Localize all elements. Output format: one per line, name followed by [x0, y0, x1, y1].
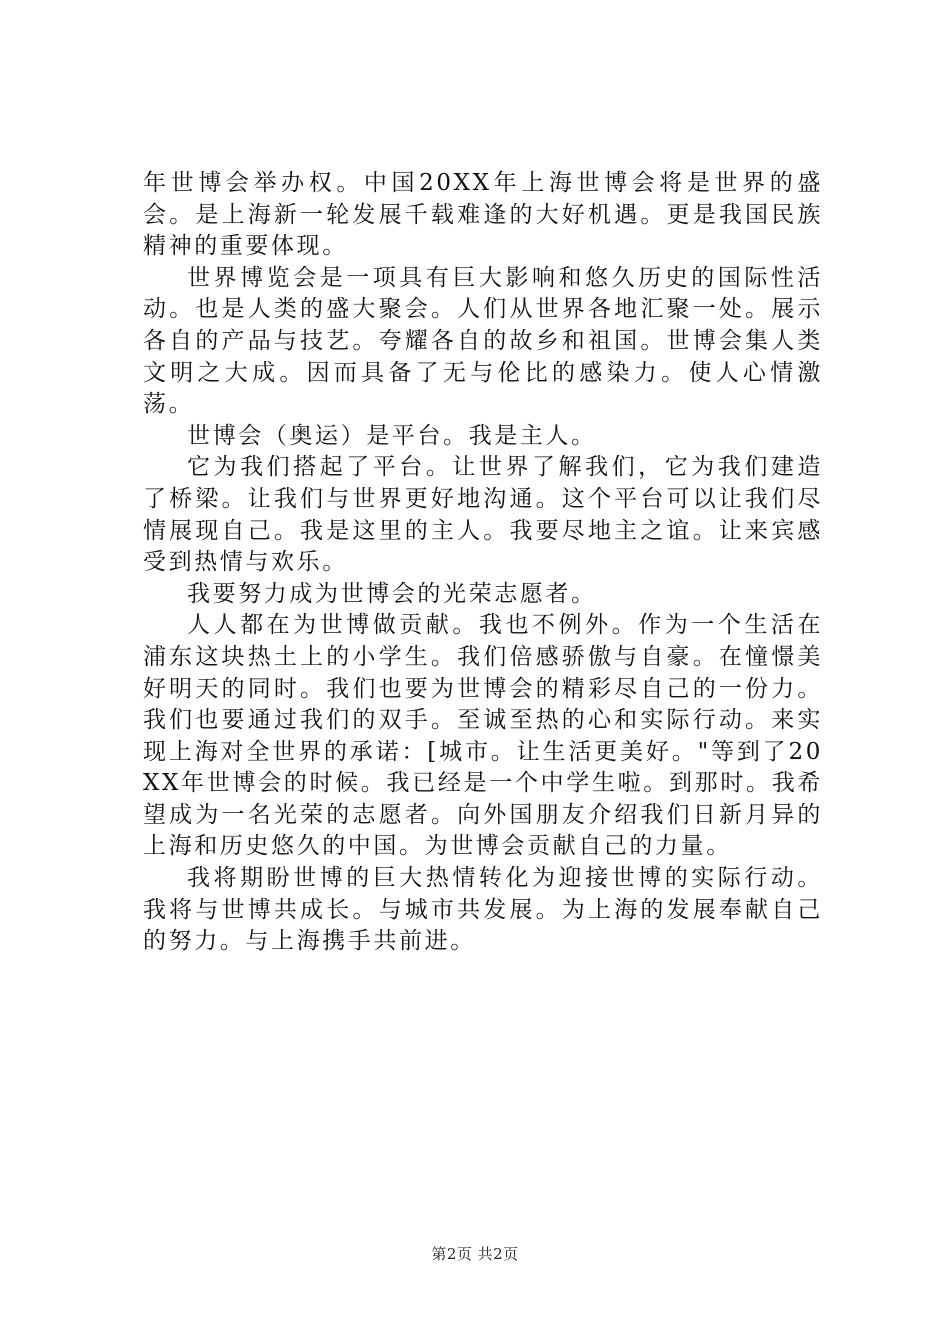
paragraph-3: 世博会（奥运）是平台。我是主人。 [187, 422, 597, 449]
paragraph-2: 世界博览会是一项具有巨大影响和悠久历史的国际性活动。也是人类的盛大聚会。人们从世界各地汇聚一处。展示各自的产品与技艺。夸耀各自的故乡和祖国。世博会集人类文明之大成。因而具备了无与伦比的感染力。使人心情激荡。 [143, 264, 823, 418]
paragraph-6: 人人都在为世博做贡献。我也不例外。作为一个生活在浦东这块热土上的小学生。我们倍感骄傲与自豪。在憧憬美好明天的同时。我们也要为世博会的精彩尽自己的一份力。我们也要通过我们的双手。至诚至热的心和实际行动。来实现上海对全世界的承诺：[城市。让生活更美好。"等到了20XX年世博会的时候。我已经是一个中学生啦。到那时。我希望成为一名光荣的志愿者。向外国朋友介绍我们日新月异的上海和历史悠久的中国。为世博会贡献自己的力量。 [143, 612, 823, 860]
document-body [143, 168, 823, 958]
paragraph-7: 我将期盼世博的巨大热情转化为迎接世博的实际行动。我将与世博共成长。与城市共发展。为上海的发展奉献自己的努力。与上海携手共前进。 [143, 865, 823, 955]
paragraph-1: 年世博会举办权。中国20XX年上海世博会将是世界的盛会。是上海新一轮发展千载难逢的大好机遇。更是我国民族精神的重要体现。 [143, 170, 823, 260]
paragraph-4: 它为我们搭起了平台。让世界了解我们，它为我们建造了桥梁。让我们与世界更好地沟通。这个平台可以让我们尽情展现自己。我是这里的主人。我要尽地主之谊。让来宾感受到热情与欢乐。 [143, 454, 823, 576]
page-number-footer: 第2页 共2页 [431, 1245, 519, 1263]
paragraph-5: 我要努力成为世博会的光荣志愿者。 [187, 580, 597, 607]
